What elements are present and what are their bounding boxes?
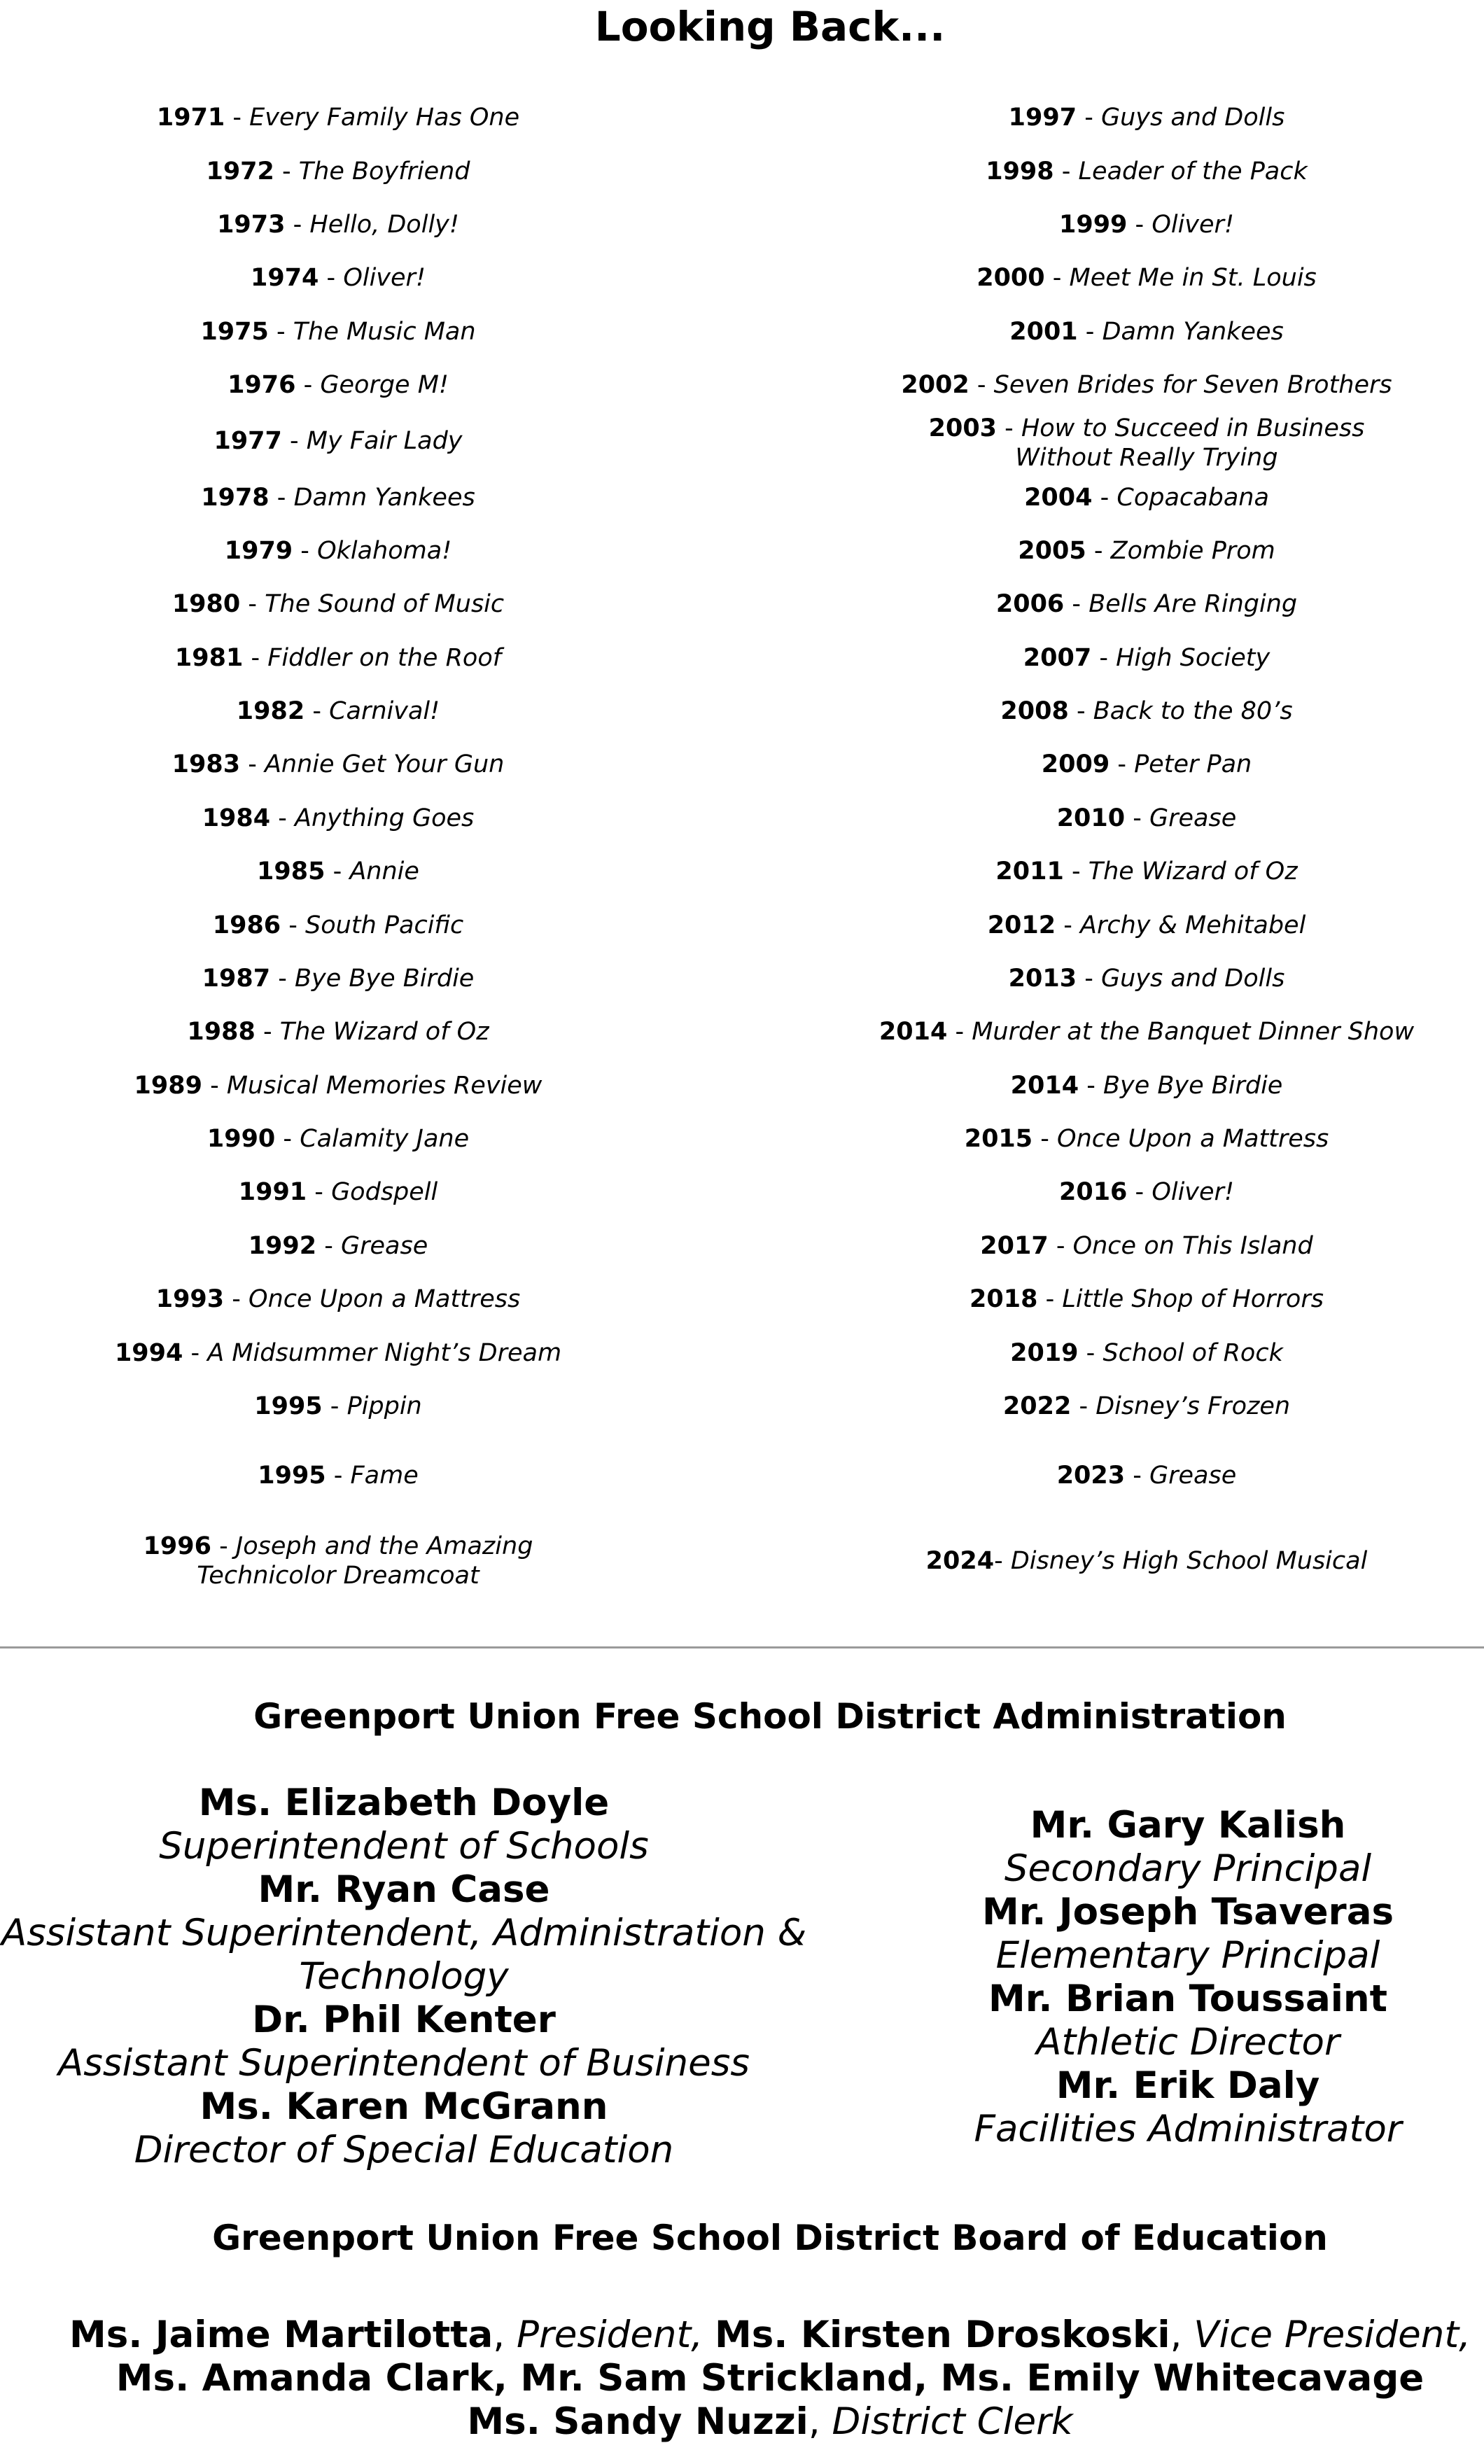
production-title: Grease — [341, 1232, 428, 1260]
production-title: Damn Yankees — [293, 484, 475, 512]
production-year: 1987 — [202, 965, 271, 993]
production-entry — [0, 1017, 702, 1046]
production-separator: - — [1064, 590, 1089, 618]
production-separator: - — [183, 1339, 208, 1367]
board-member-name: Ms. Jaime Martilotta — [69, 2314, 493, 2356]
production-entry — [0, 263, 702, 293]
production-title: The Wizard of Oz — [279, 1018, 489, 1046]
production-separator: - — [1044, 264, 1070, 292]
board-member-role: Vice President, — [1194, 2314, 1471, 2356]
production-entry — [783, 696, 1484, 726]
production-year: 2001 — [1009, 318, 1078, 346]
production-title: The Boyfriend — [298, 158, 470, 186]
production-year: 1977 — [214, 427, 282, 455]
production-year: 1973 — [217, 211, 286, 239]
board-member-role: President, — [516, 2314, 704, 2356]
production-title: Copacabana — [1116, 484, 1269, 512]
production-title: Every Family Has One — [249, 104, 520, 132]
production-entry — [783, 911, 1484, 940]
production-title: Godspell — [331, 1178, 438, 1206]
production-separator: - — [1037, 1285, 1063, 1313]
production-entry — [0, 589, 702, 619]
production-year: 1982 — [236, 697, 305, 725]
admin-name: Ms. Karen McGrann — [200, 2085, 608, 2128]
administration-heading: Greenport Union Free School District Administration — [253, 1696, 1287, 1737]
production-title: Archy & Mehitabel — [1080, 911, 1306, 939]
production-separator: - — [326, 1462, 351, 1490]
admin-name: Mr. Ryan Case — [258, 1868, 550, 1911]
production-separator: - — [1086, 537, 1111, 565]
production-entry — [0, 370, 702, 400]
production-separator: - — [1125, 804, 1150, 832]
admin-role: Assistant Superintendent of Business — [58, 2042, 750, 2085]
production-title: Anything Goes — [295, 804, 475, 832]
production-year: 2016 — [1059, 1178, 1128, 1206]
production-year: 1985 — [257, 858, 326, 886]
page-title: Looking Back... — [594, 3, 946, 50]
production-separator: - — [316, 1232, 342, 1260]
production-entry — [0, 964, 702, 993]
production-separator: - — [281, 911, 306, 939]
production-entry — [0, 1532, 702, 1590]
production-year: 2003 — [928, 414, 997, 442]
admin-role: Facilities Administrator — [974, 2108, 1402, 2150]
production-year: 2007 — [1023, 644, 1092, 672]
production-title: Fiddler on the Roof — [267, 644, 502, 672]
production-entry — [0, 1284, 702, 1314]
production-year: 1979 — [224, 537, 293, 565]
admin-block-right — [768, 1804, 1484, 2151]
production-year: 2010 — [1056, 804, 1126, 832]
production-separator: - — [295, 371, 321, 399]
production-entry — [783, 1461, 1484, 1490]
production-separator: - — [1077, 318, 1102, 346]
admin-name: Ms. Elizabeth Doyle — [198, 1782, 610, 1824]
production-title: Oliver! — [1152, 1178, 1234, 1206]
production-entry — [783, 1392, 1484, 1421]
production-separator: - — [1056, 911, 1080, 939]
production-year: 1983 — [172, 750, 241, 778]
admin-role: Technology — [299, 1955, 509, 1998]
production-separator: - — [1077, 104, 1101, 132]
production-entry — [0, 696, 702, 726]
production-year: 1995 — [258, 1462, 326, 1490]
production-entry — [0, 643, 702, 673]
production-year: 2011 — [995, 858, 1064, 886]
production-separator: - — [1077, 965, 1101, 993]
production-separator: - — [224, 1285, 249, 1313]
production-entry — [0, 1177, 702, 1207]
board-heading: Greenport Union Free School District Board of Education — [212, 2218, 1328, 2258]
production-year: 2015 — [964, 1125, 1033, 1153]
board-member-role: District Clerk — [832, 2400, 1073, 2443]
production-title: Bye Bye Birdie — [294, 965, 475, 993]
admin-name: Mr. Erik Daly — [1056, 2064, 1320, 2107]
production-separator: - — [281, 427, 307, 455]
production-year: 2023 — [1056, 1462, 1126, 1490]
production-year: 1995 — [254, 1392, 323, 1420]
production-title: Zombie Prom — [1110, 537, 1275, 565]
production-year: 2022 — [1002, 1392, 1072, 1420]
board-member-name: Ms. Sandy Nuzzi — [467, 2400, 808, 2443]
production-title: Oliver! — [343, 264, 426, 292]
production-title: School of Rock — [1102, 1339, 1283, 1367]
production-entry — [783, 1338, 1484, 1368]
production-entry — [783, 210, 1484, 239]
production-separator: - — [240, 750, 265, 778]
board-line-members: Ms. Amanda Clark, Mr. Sam Strickland, Ms. Emily Whitecavage — [115, 2357, 1424, 2400]
production-entry — [0, 210, 702, 239]
production-entry — [0, 804, 702, 833]
production-title: Guys and Dolls — [1100, 965, 1285, 993]
production-entry — [0, 536, 702, 566]
production-entry — [783, 1124, 1484, 1154]
production-year: 1993 — [155, 1285, 225, 1313]
production-year: 2004 — [1024, 484, 1093, 512]
production-title: South Pacific — [305, 911, 464, 939]
production-entry — [783, 589, 1484, 619]
production-entry — [783, 370, 1484, 400]
production-title: Annie — [349, 858, 419, 886]
production-entry — [0, 750, 702, 779]
production-separator: - — [270, 804, 295, 832]
production-entry — [783, 804, 1484, 833]
production-entry — [783, 483, 1484, 512]
production-entry — [0, 911, 702, 940]
production-title: Bye Bye Birdie — [1102, 1072, 1283, 1100]
production-year: 2002 — [901, 371, 969, 399]
production-title: A Midsummer Night’s Dream — [207, 1339, 562, 1367]
production-title: Joseph and the Amazing — [235, 1532, 533, 1560]
production-year: 1975 — [200, 318, 269, 346]
production-year: 1981 — [174, 644, 244, 672]
production-separator: - — [293, 537, 318, 565]
production-title: Murder at the Banquet Dinner Show — [972, 1018, 1415, 1046]
production-separator: - — [211, 1532, 236, 1560]
production-separator: - — [325, 858, 350, 886]
production-title: Little Shop of Horrors — [1062, 1285, 1324, 1313]
production-separator: - — [304, 697, 330, 725]
admin-role: Athletic Director — [1036, 2021, 1340, 2064]
production-entry — [0, 426, 702, 456]
production-title: Oliver! — [1152, 211, 1234, 239]
production-separator: - — [255, 1018, 280, 1046]
production-year: 2006 — [995, 590, 1065, 618]
production-separator: - — [1125, 1462, 1150, 1490]
production-year: 2012 — [987, 911, 1056, 939]
production-title: Leader of the Pack — [1078, 158, 1308, 186]
production-separator: - — [1127, 1178, 1152, 1206]
production-separator: - — [307, 1178, 332, 1206]
production-year: 2014 — [878, 1018, 948, 1046]
admin-block-left — [0, 1782, 824, 2172]
production-entry — [0, 1392, 702, 1421]
production-entry — [783, 1546, 1484, 1576]
production-year: 1994 — [114, 1339, 183, 1367]
production-separator: - — [1091, 644, 1116, 672]
production-year: 2000 — [976, 264, 1045, 292]
production-separator: - — [275, 1125, 300, 1153]
admin-name: Dr. Phil Kenter — [252, 1998, 556, 2041]
admin-role: Superintendent of Schools — [159, 1825, 649, 1868]
production-year: 1989 — [134, 1072, 202, 1100]
admin-name: Mr. Gary Kalish — [1030, 1804, 1346, 1847]
production-title: George M! — [320, 371, 449, 399]
production-year: 2018 — [969, 1285, 1038, 1313]
admin-role: Elementary Principal — [995, 1934, 1380, 1977]
production-year: 1972 — [206, 158, 274, 186]
production-title-continued: Technicolor Dreamcoat — [197, 1562, 479, 1590]
production-year: 1978 — [201, 484, 270, 512]
production-separator: - — [243, 644, 268, 672]
production-title: The Wizard of Oz — [1088, 858, 1298, 886]
production-title: Disney’s High School Musical — [1010, 1547, 1368, 1575]
production-separator: - — [997, 414, 1021, 442]
production-year: 2013 — [1008, 965, 1077, 993]
production-separator: - — [1048, 1232, 1073, 1260]
admin-role: Director of Special Education — [134, 2129, 674, 2171]
production-entry — [0, 1071, 702, 1100]
production-separator: - — [1032, 1125, 1058, 1153]
production-year: 1976 — [227, 371, 296, 399]
production-year: 1974 — [251, 264, 319, 292]
production-entry — [0, 317, 702, 346]
production-title: Fame — [350, 1462, 419, 1490]
production-entry — [0, 1461, 702, 1490]
production-separator: - — [1068, 697, 1093, 725]
production-title: Calamity Jane — [300, 1125, 470, 1153]
production-separator: - — [318, 264, 344, 292]
production-entry — [783, 964, 1484, 993]
production-title: Meet Me in St. Louis — [1069, 264, 1317, 292]
production-entry — [783, 1017, 1484, 1046]
admin-name: Mr. Brian Toussaint — [988, 1977, 1387, 2020]
production-year: 2008 — [1000, 697, 1069, 725]
production-year: 1988 — [187, 1018, 255, 1046]
production-year: 2019 — [1010, 1339, 1079, 1367]
production-title: High Society — [1116, 644, 1270, 672]
production-year: 1999 — [1059, 211, 1128, 239]
production-entry — [783, 1071, 1484, 1100]
production-title: How to Succeed in Business — [1021, 414, 1365, 442]
production-year: 2024 — [925, 1547, 995, 1575]
production-entry — [0, 157, 702, 186]
production-entry — [783, 643, 1484, 673]
production-entry — [783, 157, 1484, 186]
production-entry — [783, 317, 1484, 346]
production-title-continued: Without Really Trying — [1015, 444, 1278, 472]
production-separator: - — [202, 1072, 227, 1100]
production-year: 2014 — [1010, 1072, 1079, 1100]
production-title: Grease — [1149, 1462, 1237, 1490]
production-entry — [783, 414, 1484, 472]
board-line-clerk: Ms. Sandy Nuzzi, District Clerk — [467, 2400, 1073, 2443]
production-title: Oklahoma! — [317, 537, 452, 565]
production-separator: - — [285, 211, 310, 239]
production-title: Once Upon a Mattress — [248, 1285, 521, 1313]
board-members — [0, 2314, 1484, 2444]
production-entry — [783, 103, 1484, 132]
production-title: Annie Get Your Gun — [264, 750, 505, 778]
admin-name: Mr. Joseph Tsaveras — [981, 1891, 1394, 1933]
production-title: Carnival! — [329, 697, 440, 725]
production-title: Disney’s Frozen — [1096, 1392, 1291, 1420]
production-entry — [783, 536, 1484, 566]
production-title: Grease — [1149, 804, 1237, 832]
production-title: Musical Memories Review — [226, 1072, 542, 1100]
production-entry — [783, 1177, 1484, 1207]
production-separator: - — [1078, 1339, 1103, 1367]
production-title: Pippin — [346, 1392, 422, 1420]
production-separator: - — [268, 318, 293, 346]
production-separator: - — [969, 371, 994, 399]
production-entry — [0, 103, 702, 132]
production-entry — [0, 857, 702, 886]
production-entry — [0, 1338, 702, 1368]
production-separator: - — [994, 1547, 1011, 1575]
production-entry — [783, 1284, 1484, 1314]
production-separator: - — [269, 484, 294, 512]
production-title: My Fair Lady — [306, 427, 463, 455]
production-year: 1998 — [986, 158, 1054, 186]
production-separator: - — [1071, 1392, 1096, 1420]
production-entry — [0, 483, 702, 512]
production-year: 1990 — [206, 1125, 276, 1153]
production-year: 1996 — [143, 1532, 211, 1560]
production-separator: - — [274, 158, 299, 186]
production-entry — [783, 857, 1484, 886]
admin-role: Secondary Principal — [1004, 1847, 1372, 1890]
production-title: Once on This Island — [1072, 1232, 1313, 1260]
production-year: 1971 — [156, 104, 225, 132]
production-entry — [783, 1231, 1484, 1261]
production-title: Damn Yankees — [1102, 318, 1284, 346]
production-year: 1997 — [1008, 104, 1077, 132]
production-separator: - — [270, 965, 295, 993]
production-entry — [783, 750, 1484, 779]
production-separator: - — [322, 1392, 347, 1420]
production-entry — [0, 1231, 702, 1261]
section-divider — [0, 1646, 1484, 1648]
production-year: 2009 — [1041, 750, 1110, 778]
production-year: 1984 — [202, 804, 271, 832]
production-year: 1991 — [238, 1178, 307, 1206]
production-title: Once Upon a Mattress — [1057, 1125, 1329, 1153]
production-separator: - — [1127, 211, 1152, 239]
production-separator: - — [225, 104, 250, 132]
production-separator: - — [947, 1018, 972, 1046]
production-separator: - — [1110, 750, 1135, 778]
admin-role: Assistant Superintendent, Administration & — [1, 1912, 807, 1954]
production-year: 2005 — [1018, 537, 1086, 565]
production-entry — [0, 1124, 702, 1154]
production-title: Hello, Dolly! — [309, 211, 459, 239]
production-year: 1992 — [248, 1232, 317, 1260]
production-year: 2017 — [980, 1232, 1049, 1260]
production-separator: - — [1063, 858, 1088, 886]
production-title: Back to the 80’s — [1093, 697, 1293, 725]
board-line-officers: Ms. Jaime Martilotta, President, Ms. Kirsten Droskoski, Vice President, — [69, 2314, 1471, 2356]
production-title: Guys and Dolls — [1100, 104, 1285, 132]
production-title: Peter Pan — [1134, 750, 1252, 778]
production-entry — [783, 263, 1484, 293]
production-title: Seven Brides for Seven Brothers — [993, 371, 1392, 399]
production-year: 1980 — [172, 590, 241, 618]
production-title: The Music Man — [293, 318, 476, 346]
production-separator: - — [240, 590, 265, 618]
production-separator: - — [1079, 1072, 1103, 1100]
production-title: The Sound of Music — [265, 590, 505, 618]
production-separator: - — [1092, 484, 1117, 512]
production-separator: - — [1054, 158, 1079, 186]
board-member-name: Ms. Kirsten Droskoski — [715, 2314, 1170, 2356]
production-title: Bells Are Ringing — [1088, 590, 1298, 618]
production-year: 1986 — [212, 911, 281, 939]
